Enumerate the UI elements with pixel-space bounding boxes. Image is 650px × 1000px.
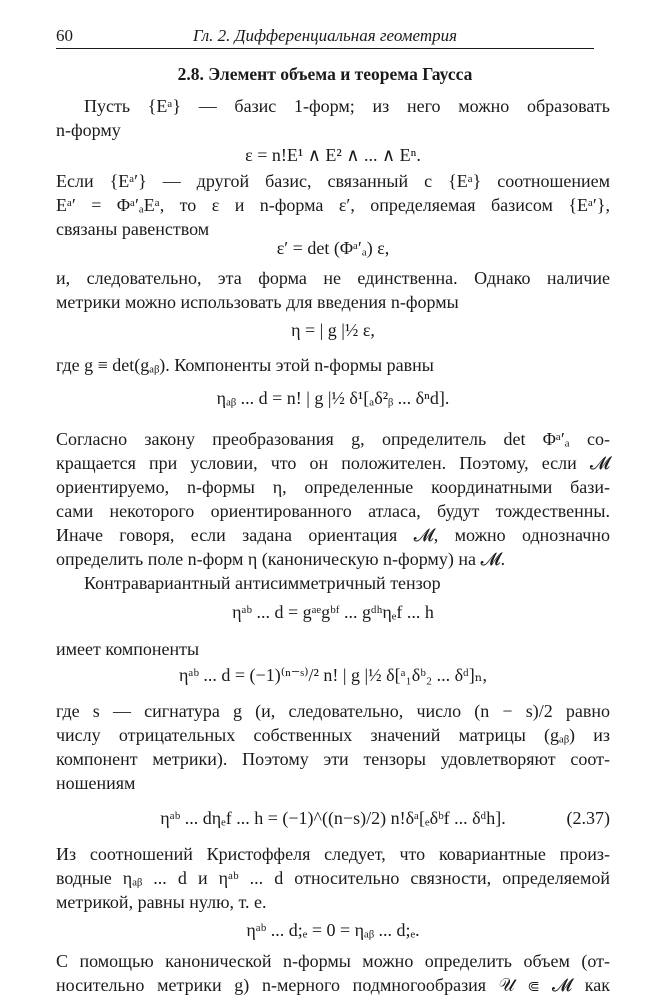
text-line: n-форму xyxy=(56,120,121,140)
page-number: 60 xyxy=(56,26,73,45)
numbered-equation xyxy=(56,806,610,830)
text-line: метрикой, равны нулю, т. е. xyxy=(56,892,267,912)
text-line: ориентируемо, n-формы η, определенные координатными бази- xyxy=(56,477,610,497)
text-line: числу отрицательных собственных значений матрицы (gₐᵦ) из xyxy=(56,725,610,745)
section-heading: 2.8. Элемент объема и теорема Гаусса xyxy=(177,64,473,84)
text-line: и, следовательно, эта форма не единственна. Однако наличие xyxy=(56,268,610,288)
text-line: Иначе говоря, если задана ориентация 𝓜, можно однозначно xyxy=(56,525,610,545)
text-line: сами некоторого ориентированного атласа, будут тождественны. xyxy=(56,501,610,521)
text-line: водные ηₐᵦ ... d и ηᵃᵇ ... d относительно связности, определяемой xyxy=(56,868,610,888)
text-line: Контравариантный антисимметричный тензор xyxy=(84,573,441,593)
equation-body: ηᵃᵇ ... dηₑf ... h = (−1)^((n−s)/2) n!δᵃ[ₑδᵇf ... δᵈh]. xyxy=(160,808,506,828)
text-line: Пусть {Eᵃ} — базис 1-форм; из него можно образовать xyxy=(84,96,610,116)
text-line: связаны равенством xyxy=(56,219,210,239)
equation: ε = n!E¹ ∧ E² ∧ ... ∧ Eⁿ. xyxy=(245,145,421,165)
equation: ηᵃᵇ ... d = gᵃᵉgᵇᶠ ... gᵈʰηₑf ... h xyxy=(232,602,434,622)
text-line: носительно метрики g) n-мерного подмногообразия 𝒰 ⋐ 𝓜 как xyxy=(56,975,610,995)
equation: ηᵃᵇ ... d = (−1)⁽ⁿ⁻ˢ⁾/² n! | g |½ δ[ᵃ₁δᵇ₂ ... δᵈ]ₙ, xyxy=(179,665,487,685)
text-line: компонент метрики). Поэтому эти тензоры удовлетворяют соот- xyxy=(56,749,610,769)
text-line: имеет компоненты xyxy=(56,639,200,659)
text-line: С помощью канонической n-формы можно определить объем (от- xyxy=(56,951,610,971)
equation: η = | g |½ ε, xyxy=(291,320,375,340)
equation: ε′ = det (Φᵃ′ₐ) ε, xyxy=(276,238,390,258)
running-header xyxy=(56,26,594,50)
text-line: определить поле n-форм η (каноническую n-форму) на 𝓜. xyxy=(56,549,506,569)
header-rule xyxy=(56,48,594,49)
equation: ηᵃᵇ ... d;ₑ = 0 = ηₐᵦ ... d;ₑ. xyxy=(246,920,420,940)
text-line: ношениям xyxy=(56,773,136,793)
text-line: кращается при условии, что он положителен. Поэтому, если 𝓜 xyxy=(56,453,610,473)
text-line: Из соотношений Кристоффеля следует, что ковариантные произ- xyxy=(56,844,610,864)
equation: ηₐᵦ ... d = n! | g |½ δ¹[ₐδ²ᵦ ... δⁿd]. xyxy=(216,388,450,408)
running-title: Гл. 2. Дифференциальная геометрия xyxy=(192,26,458,45)
text-line: где g ≡ det(gₐᵦ). Компоненты этой n-формы равны xyxy=(56,355,434,375)
text-line: Если {Eᵃ′} — другой базис, связанный с {Eᵃ} соотношением xyxy=(56,171,610,191)
text-line: где s — сигнатура g (и, следовательно, число (n − s)/2 равно xyxy=(56,701,610,721)
text-line: метрики можно использовать для введения n-формы xyxy=(56,292,459,312)
text-line: Eᵃ′ = Φᵃ′ₐEᵃ, то ε и n-форма ε′, определяемая базисом {Eᵃ′}, xyxy=(56,195,610,215)
text-line: Согласно закону преобразования g, определитель det Φᵃ′ₐ со- xyxy=(56,429,610,449)
equation-number: (2.37) xyxy=(566,808,610,828)
